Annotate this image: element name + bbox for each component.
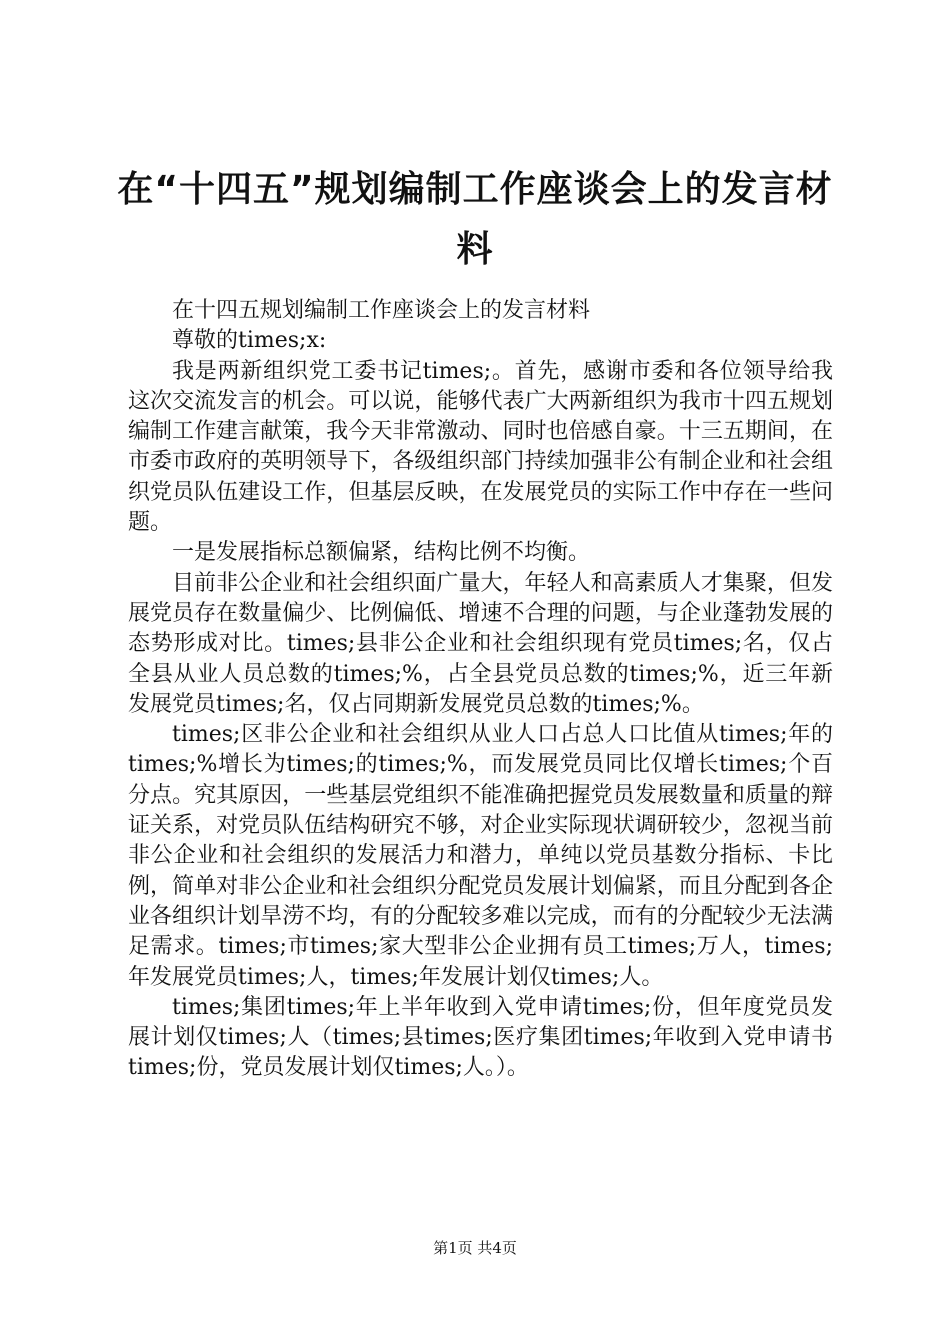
document-title: 在“十四五”规划编制工作座谈会上的发言材料 bbox=[117, 169, 833, 270]
body-paragraph: times;区非公企业和社会组织从业人口占总人口比值从times;年的times;%增长为times;的times;%，而发展党员同比仅增长times;个百分点。究其原因，一些基层党组织不能准确把握党员发展数量和质量的辩证关系，对党员队伍结构研究不够，对企业实际现状调研较少，忽视当前非公企业和社会组织的发展活力和潜力，单纯以党员基数分指标、卡比例，简单对非公企业和社会组织分配党员发展计划偏紧，而且分配到各企业各组织计划旱涝不均，有的分配较多难以完成，而有的分配较少无法满足需求。times;市times;家大型非公企业拥有员工times;万人，times;年发展党员times;人，times;年发展计划仅times;人。 bbox=[128, 722, 833, 990]
body-paragraph: 目前非公企业和社会组织面广量大，年轻人和高素质人才集聚，但发展党员存在数量偏少、比例偏低、增速不合理的问题，与企业蓬勃发展的态势形成对比。times;县非公企业和社会组织现有党员times;名，仅占全县从业人员总数的times;%，占全县党员总数的times;%，近三年新发展党员times;名，仅占同期新发展党员总数的times;%。 bbox=[128, 570, 833, 717]
section-heading-paragraph: 一是发展指标总额偏紧，结构比例不均衡。 bbox=[172, 540, 591, 566]
salutation-paragraph: 尊敬的times;x: bbox=[172, 328, 327, 354]
body-paragraph: times;集团times;年上半年收到入党申请times;份，但年度党员发展计划仅times;人（times;县times;医疗集团times;年收到入党申请书times;份，党员发展计划仅times;人。）。 bbox=[128, 994, 833, 1081]
document-body bbox=[128, 296, 833, 1084]
intro-paragraph: 我是两新组织党工委书记times;。首先，感谢市委和各位领导给我这次交流发言的机会。可以说，能够代表广大两新组织为我市十四五规划编制工作建言献策，我今天非常激动、同时也倍感自豪。十三五期间，在市委市政府的英明领导下，各级组织部门持续加强非公有制企业和社会组织党员队伍建设工作，但基层反映，在发展党员的实际工作中存在一些问题。 bbox=[128, 358, 833, 536]
subtitle-paragraph: 在十四五规划编制工作座谈会上的发言材料 bbox=[172, 298, 591, 323]
page-footer: 第1页 共4页 bbox=[433, 1239, 517, 1257]
